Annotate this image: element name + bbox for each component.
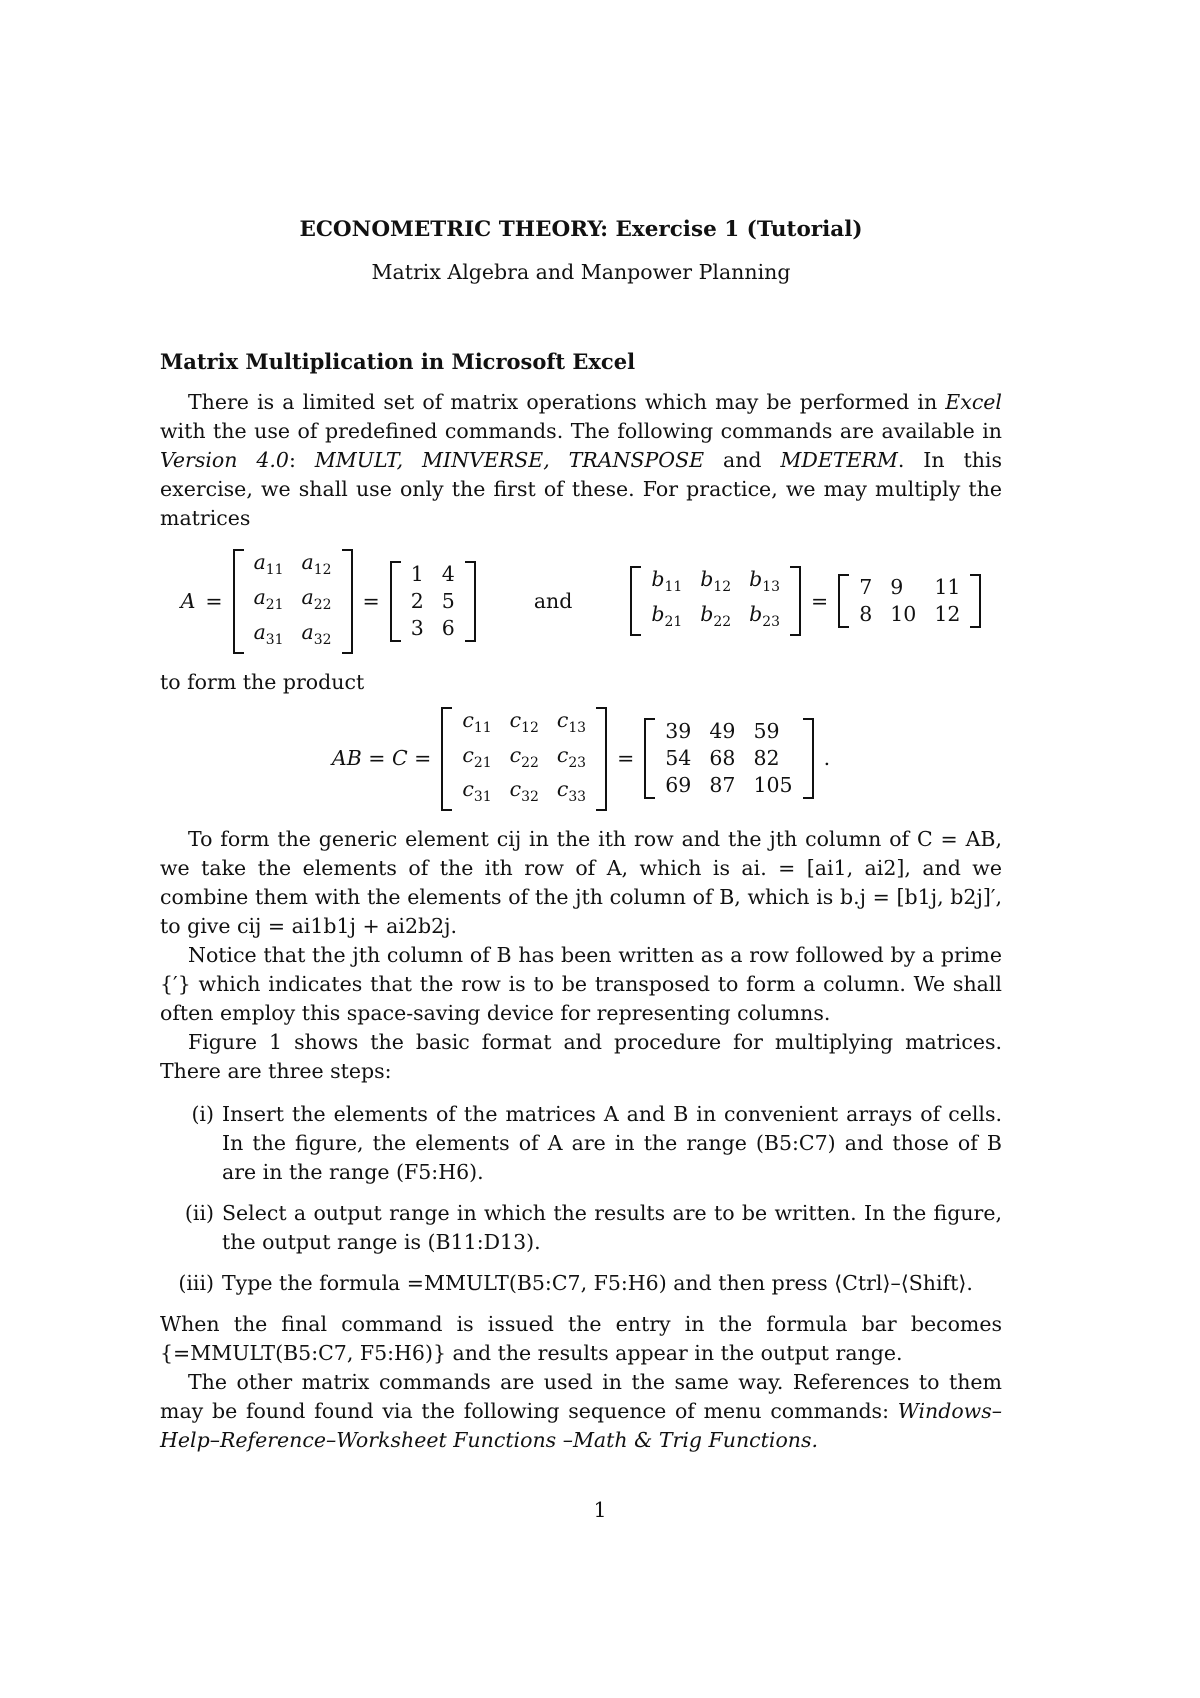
steps-list [160,1100,1002,1298]
matrix-b-symbolic [630,566,801,636]
matrix-entry: 82 [753,746,780,771]
matrix-entry: 1 [410,561,424,586]
matrix-c-numeric [644,718,813,799]
mdeterm-term: MDETERM [780,448,898,472]
matrix-entry: $b_{21}$ [651,602,683,631]
matrix-entry: $c_{32}$ [509,777,539,806]
paragraph-menu-commands: The other matrix commands are used in the same way. References to them may be found found via the following sequence of menu commands: Windows–Help–Reference–Worksheet Functions –Math & Trig Functions. [160,1370,1002,1453]
matrix-entry: $c_{12}$ [509,707,539,736]
paragraph-generic-element: To form the generic element cij in the ith row and the jth column of C = AB, we take the elements of the ith row of A, which is ai. = [ai1, ai2], and we combine them with the elements of the jth column of B, which is b.j = [b1j, b2j]′, to give cij = ai1b1j + ai2b2j. [160,827,1002,939]
matrix-entry: $c_{11}$ [462,707,492,736]
matrix-entry: 87 [709,773,736,798]
equation-ab-definition: A = $a_{11}$ $a_{12}$ $a_{21}$ $a_{22}$ $a_{31}$ $a_{32}$ = 1 4 2 5 3 6 and $b_{11}$ $b_{12}$ $b_{13}$ $b_{21}$ $b_{22}$ $b_{23}$ = 7 9 11 8 10 12 [160,549,1002,654]
version-term: Version 4.0 [160,448,289,472]
matrix-entry: 10 [890,602,917,627]
paragraph-transpose-note: Notice that the jth column of B has been written as a row followed by a prime {′} which indicates that the row is to be transposed to form a column. We shall often employ this space-saving device for representing columns. [160,943,1002,1026]
matrix-entry: $a_{12}$ [301,550,332,578]
matrix-entry: 69 [665,773,692,798]
and-label: and [533,588,573,613]
matrix-entry: $b_{11}$ [651,567,683,596]
paragraph-to-form: to form the product [160,669,365,694]
document-title: ECONOMETRIC THEORY: Exercise 1 (Tutorial) [299,217,863,242]
matrix-entry: $c_{23}$ [556,742,587,771]
matrix-b-numeric [838,574,981,628]
document-subtitle: Matrix Algebra and Manpower Planning [371,260,791,284]
matrix-c-symbolic [441,707,607,812]
matrix-entry: 54 [665,746,692,771]
paragraph-formula-bar: When the final command is issued the entry in the formula bar becomes {=MMULT(B5:C7, F5:H6)} and the results appear in the output range. [160,1312,1002,1366]
document-page [160,215,1002,1455]
paragraph-intro: There is a limited set of matrix operations which may be performed in Excel with the use of predefined commands. The following commands are available in Version 4.0: MMULT, MINVERSE, TRANSPOSE and MDETERM. In this exercise, we shall use only the first of these. For practice, we may multiply the matrices [160,390,1002,530]
page-number: 1 [593,1498,607,1522]
matrix-entry: 59 [753,719,780,744]
matrix-entry: 9 [890,575,904,600]
matrix-entry: $c_{22}$ [509,742,539,771]
matrix-entry: $a_{31}$ [253,619,284,648]
matrix-entry: 8 [859,602,873,627]
matrix-entry: $b_{22}$ [700,602,732,631]
matrix-entry: 105 [753,773,793,798]
matrix-entry: 11 [934,575,961,600]
matrix-entry: 4 [441,561,455,586]
matrix-entry: 7 [859,575,873,600]
matrix-a-numeric [390,561,476,642]
matrix-entry: 12 [934,602,961,627]
matrix-a-symbolic [233,549,353,654]
matrix-entry: 68 [709,746,736,771]
matrix-entry: $c_{33}$ [556,777,587,806]
matrix-entry: $c_{21}$ [462,742,492,771]
matrix-entry: $a_{11}$ [253,550,284,578]
matrix-entry: $c_{31}$ [462,777,492,806]
list-item: (iii) Type the formula =MMULT(B5:C7, F5:H6) and then press ⟨Ctrl⟩–⟨Shift⟩. [178,1271,973,1296]
section-heading: Matrix Multiplication in Microsoft Excel [160,349,636,374]
equation-product: AB = C = $c_{11}$ $c_{12}$ $c_{13}$ $c_{21}$ $c_{22}$ $c_{23}$ $c_{31}$ $c_{32}$ $c_{33}$ = 39 49 59 54 68 82 69 87 105 . [160,707,1002,812]
matrix-entry: $b_{23}$ [749,602,780,631]
paragraph-figure-steps: Figure 1 shows the basic format and procedure for multiplying matrices. There are three steps: [160,1030,1002,1084]
matrix-entry: $b_{13}$ [749,567,780,596]
matrix-entry: 5 [441,588,455,613]
matrix-entry: $c_{13}$ [556,707,587,736]
matrix-entry: 39 [665,719,692,744]
matrix-entry: $a_{22}$ [301,584,332,613]
matrix-entry: $a_{32}$ [301,619,332,648]
matrix-entry: 6 [441,615,455,640]
commands-term: MMULT, MINVERSE, TRANSPOSE [314,448,705,472]
matrix-entry: 3 [410,615,424,640]
list-item: (ii) Select a output range in which the results are to be written. In the figure, the output range is (B11:D13). [184,1201,1002,1255]
matrix-entry: $a_{21}$ [253,584,284,613]
matrix-entry: 2 [410,588,424,613]
list-item: (i) Insert the elements of the matrices A and B in convenient arrays of cells. In the figure, the elements of A are in the range (B5:C7) and those of B are in the range (F5:H6). [191,1102,1002,1185]
matrix-entry: 49 [709,719,736,744]
matrix-entry: $b_{12}$ [700,567,732,596]
excel-term: Excel [945,390,1002,414]
menu-path: Windows–Help–Reference–Worksheet Functions –Math & Trig Functions. [160,1399,1002,1453]
